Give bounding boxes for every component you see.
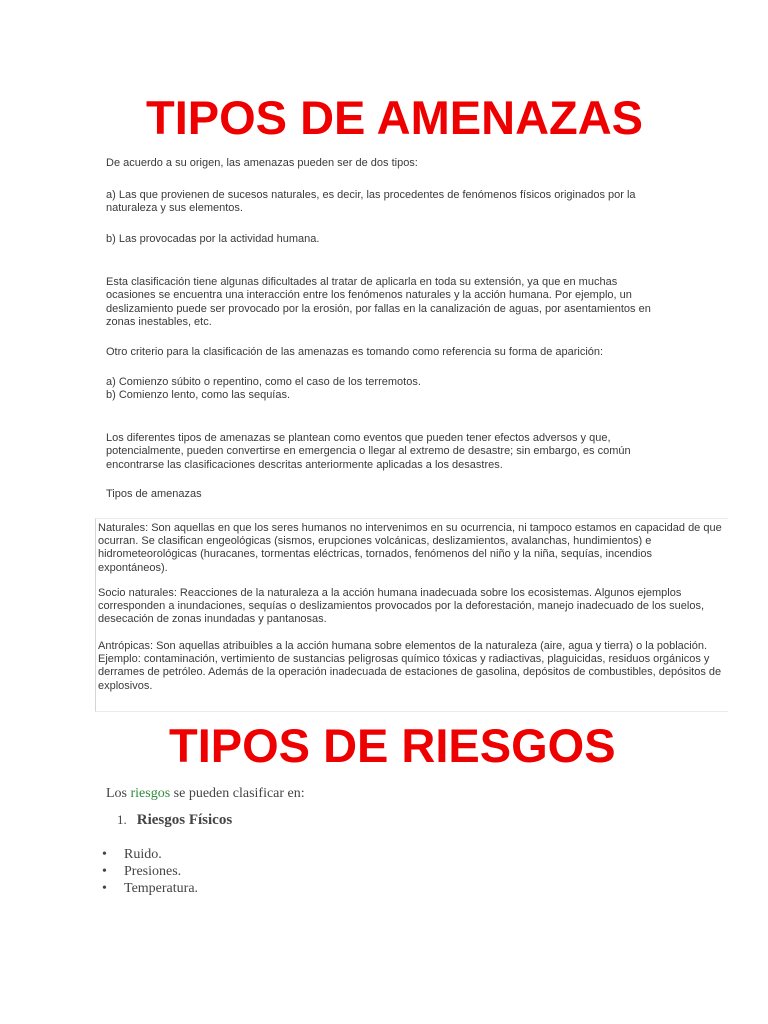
list-number: 1.	[117, 812, 127, 827]
bullet-icon: •	[102, 864, 107, 879]
list-item-label: Presiones.	[124, 864, 182, 879]
paragraph: a) Las que provienen de sucesos naturales, es decir, las procedentes de fenómenos físicos originados por la naturaleza y sus elementos.	[106, 189, 636, 215]
amenazas-types-box	[95, 518, 728, 712]
section-title-riesgos: TIPOS DE RIESGOS	[169, 719, 616, 772]
list-item	[102, 880, 198, 897]
box-paragraph-naturales: Naturales: Son aquellas en que los seres humanos no intervenimos en su ocurrencia, ni tampoco estamos en capacidad de que ocurran. Se clasifican engeológicas (sismos, erupciones volcánicas, deslizamientos, avalanchas, hundimientos) e hidrometeorológicas (huracanes, tormentas eléctricas, tornados, fenómenos del niño y la niña, sequías, incendios expontáneos).	[98, 522, 722, 574]
numbered-item-riesgos-fisicos	[117, 812, 232, 829]
numbered-label: Riesgos Físicos	[136, 812, 233, 828]
intro-text-after: se pueden clasificar en:	[170, 786, 305, 801]
box-paragraph-socio-naturales: Socio naturales: Reacciones de la naturaleza a la acción humana inadecuada sobre los ecosistemas. Algunos ejemplos corresponden a inundaciones, sequías o deslizamientos provocados por la deforestación, manejo inadecuado de los suelos, desecación de zonas inundadas y pantanosas.	[98, 587, 704, 626]
list-item	[102, 846, 198, 863]
paragraph: a) Comienzo súbito o repentino, como el caso de los terremotos.	[106, 376, 421, 388]
bullet-icon: •	[102, 881, 107, 896]
page-title-amenazas: TIPOS DE AMENAZAS	[146, 91, 644, 144]
paragraph: b) Comienzo lento, como las sequías.	[106, 389, 291, 401]
intro-text-before: Los	[106, 786, 131, 801]
box-paragraph-antropicas: Antrópicas: Son aquellas atribuibles a la acción humana sobre elementos de la naturaleza (aire, agua y tierra) o la población. Ejemplo: contaminación, vertimiento de sustancias peligrosas químico tóxicas y radiactivas, plaguicidas, residuos orgánicos y derrames de petróleo. Además de la operación inadecuada de estaciones de gasolina, depósitos de combustibles, depósitos de explosivos.	[98, 640, 722, 692]
riesgos-link[interactable]: riesgos	[130, 786, 171, 801]
list-item	[102, 863, 198, 880]
list-item-label: Ruido.	[124, 847, 162, 862]
paragraph: Los diferentes tipos de amenazas se plantean como eventos que pueden tener efectos adversos y que, potencialmente, pueden convertirse en emergencia o llegar al extremo de desastre; sin embargo, es común encontrarse las clasificaciones descritas anteriormente aplicadas a los desastres.	[106, 432, 631, 471]
paragraph: b) Las provocadas por la actividad humana.	[106, 233, 320, 245]
paragraph: Esta clasificación tiene algunas dificultades al tratar de aplicarla en toda su extensión, ya que en muchas ocasiones se encuentra una interacción entre los fenómenos naturales y la acción humana. Por ejemplo, un deslizamiento puede ser provocado por la erosión, por fallas en la canalización de aguas, por asentamientos en zonas inestables, etc.	[106, 276, 651, 329]
paragraph: De acuerdo a su origen, las amenazas pueden ser de dos tipos:	[106, 157, 418, 169]
list-item-label: Temperatura.	[124, 881, 199, 896]
paragraph: Otro criterio para la clasificación de las amenazas es tomando como referencia su forma de aparición:	[106, 346, 604, 358]
paragraph: Tipos de amenazas	[106, 488, 202, 500]
riesgos-intro	[106, 786, 305, 802]
riesgos-fisicos-list	[102, 846, 198, 897]
bullet-icon: •	[102, 847, 107, 862]
